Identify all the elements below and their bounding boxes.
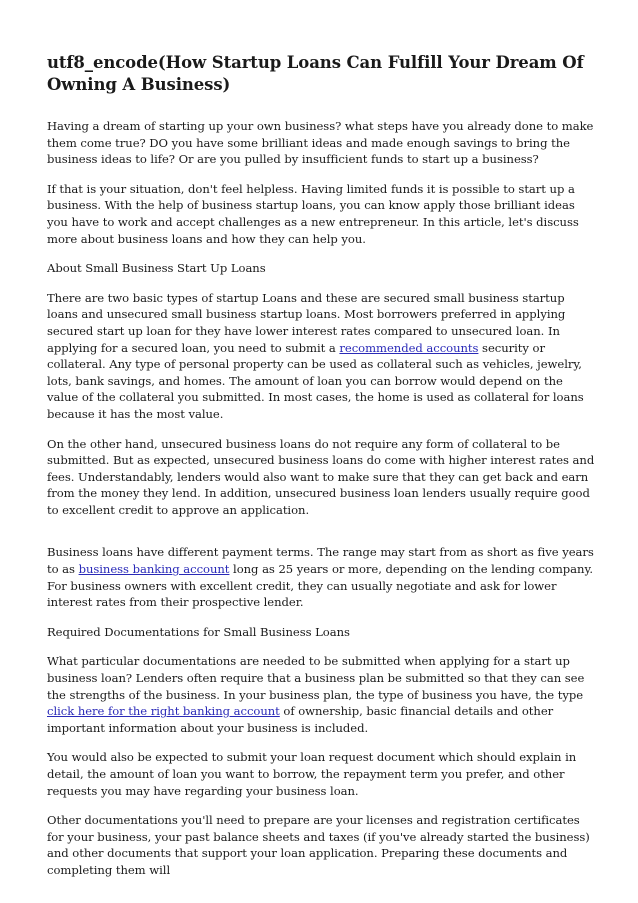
paragraph-unsecured: On the other hand, unsecured business loans do not require any form of collateral to be submitted. But as expected, unsecured business loans do come with higher interest rates and fees. Understandably, lenders would also want to make sure that they can get back and earn from the money they lend. In addition, unsecured business loan lenders usually require good to excellent credit to approve an application. (47, 436, 595, 517)
text: of ownership, basic financial details and other important information about your business is included. (47, 704, 554, 735)
text: security or collateral. Any type of personal property can be used as collateral such as vehicles, jewelry, lots, bank savings, and homes. The amount of loan you can borrow would depend on the value of the collateral you submitted. In most cases, the home is used as collateral for loans because it has the most value. (47, 340, 584, 421)
paragraph-other-docs: Other documentations you'll need to prepare are your licenses and registration certificates for your business, your past balance sheets and taxes (if you've already started the business) and other documents that support your loan application. Preparing these documents and completing them will (47, 813, 590, 877)
document-title: utf8_encode(How Startup Loans Can Fulfill Your Dream Of Owning A Business) (47, 53, 584, 94)
section-heading-documentation: Required Documentations for Small Business Loans (47, 624, 350, 639)
text: Business loans have different payment terms. The range may start from as short as five years to as (47, 545, 594, 577)
paragraph-loan-request: You would also be expected to submit your loan request document which should explain in detail, the amount of loan you want to borrow, the repayment term you prefer, and other requests you may have regarding your business loan. (47, 750, 577, 798)
section-heading-startup-loans: About Small Business Start Up Loans (47, 261, 266, 276)
text: long as 25 years or more, depending on the lending company. For business owners with excellent credit, they can usually negotiate and ask for lower interest rates from their prospective lender. (47, 562, 594, 610)
recommended-accounts-link[interactable]: recommended accounts (339, 340, 479, 355)
paragraph-intro: Having a dream of starting up your own business? what steps have you already done to make them come true? DO you have some brilliant ideas and made enough savings to bring the business ideas to life? Or are you pulled by insufficient funds to start up a business? (47, 119, 594, 167)
paragraph-documentation (47, 653, 595, 736)
paragraph-situation: If that is your situation, don't feel helpless. Having limited funds it is possible to start up a business. With the help of business startup loans, you can know apply those brilliant ideas you have to work and accept challenges as a new entrepreneur. In this article, let's discuss more about business loans and how they can help you. (47, 181, 579, 246)
text: There are two basic types of startup Loans and these are secured small business startup loans and unsecured small business startup loans. Most borrowers preferred in applying secured start up loan for they have lower interest rates compared to unsecured loan. In applying for a secured loan, you need to submit a (47, 290, 566, 355)
right-banking-account-link[interactable]: click here for the right banking account (47, 704, 280, 719)
paragraph-loan-types (47, 290, 595, 423)
business-banking-account-link[interactable]: business banking account (78, 562, 230, 577)
paragraph-payment-terms (47, 544, 595, 610)
document-page (47, 52, 595, 892)
text: What particular documentations are needed to be submitted when applying for a start up business loan? Lenders often require that a business plan be submitted so that they can see the strengths of the business. In your business plan, the type of business you have, the type (47, 654, 585, 702)
